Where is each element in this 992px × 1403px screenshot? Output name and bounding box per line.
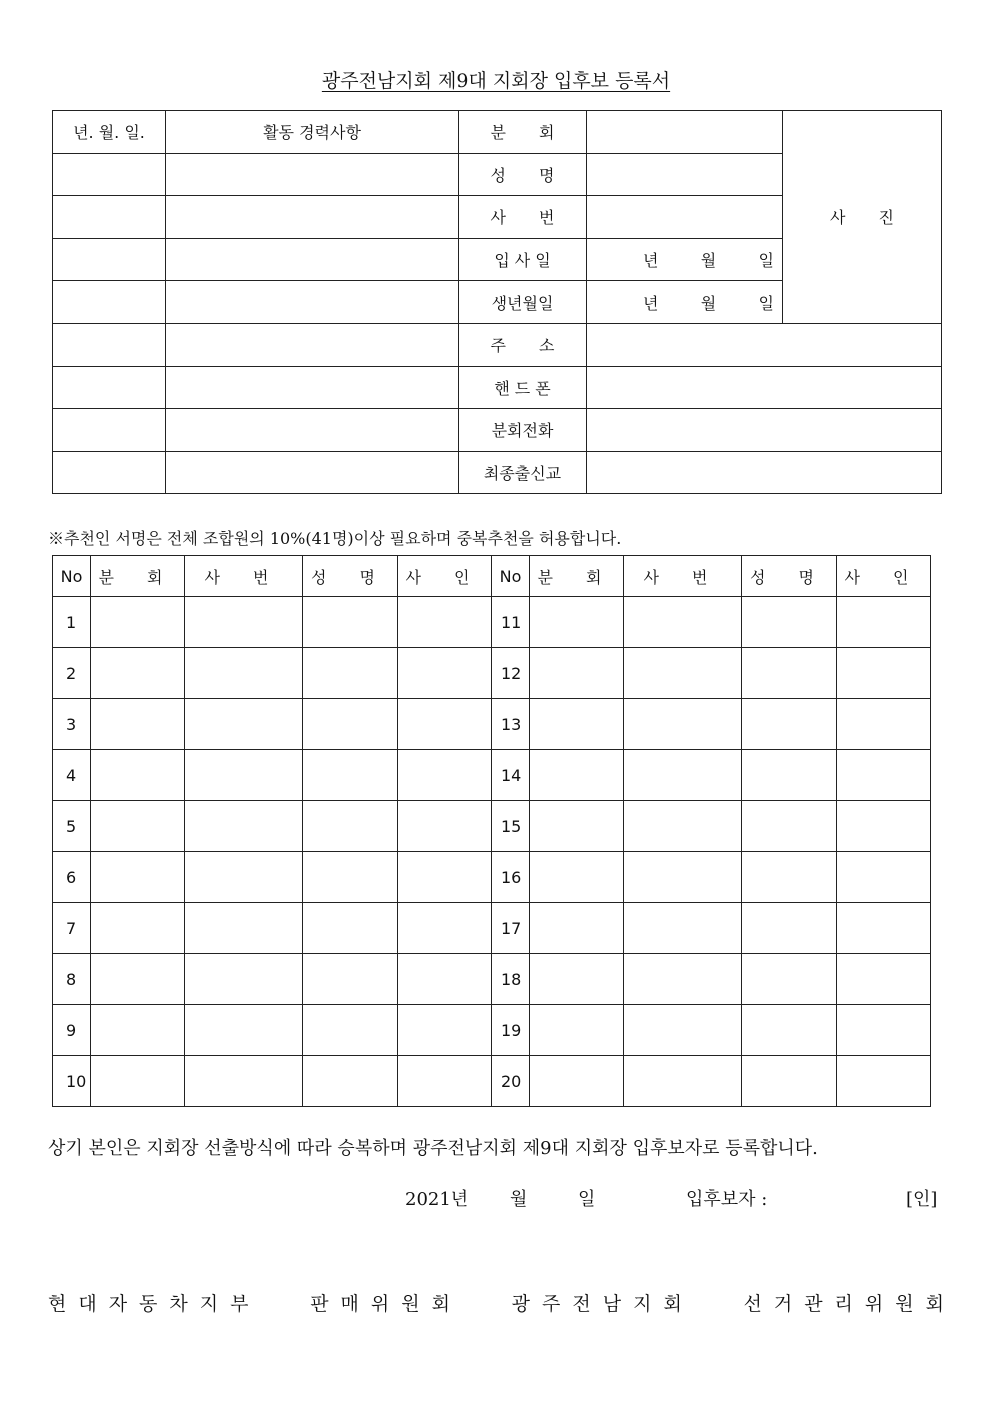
signature-cell[interactable]: [398, 1056, 492, 1107]
footer-committee: 판매위원회: [310, 1293, 462, 1315]
footer-election-committee: 선거관리위원회: [743, 1293, 956, 1315]
career-activity-cell[interactable]: [166, 238, 459, 281]
header-emp-no: 사 번: [185, 556, 303, 597]
month-label: 월: [700, 293, 717, 313]
table-row: [53, 1005, 931, 1056]
emp-no-label: 사 번: [459, 196, 587, 239]
branch-cell[interactable]: [530, 750, 624, 801]
signature-cell[interactable]: [837, 954, 931, 1005]
row-number: 2: [53, 648, 91, 699]
row-number: 17: [492, 903, 530, 954]
branch-label: 분 회: [459, 111, 587, 154]
name-cell[interactable]: [303, 699, 398, 750]
emp-no-cell[interactable]: [185, 699, 303, 750]
emp-no-cell[interactable]: [185, 852, 303, 903]
month-label: 월: [700, 251, 717, 271]
year-label: 년: [643, 251, 659, 271]
branch-cell[interactable]: [91, 954, 185, 1005]
branch-cell[interactable]: [91, 597, 185, 648]
branch-cell[interactable]: [91, 750, 185, 801]
row-number: 9: [53, 1005, 91, 1056]
table-row: [53, 903, 931, 954]
row-number: 3: [53, 699, 91, 750]
name-cell[interactable]: [742, 597, 837, 648]
footer-chapter: 광주전남지회: [511, 1293, 694, 1315]
emp-no-cell[interactable]: [185, 1056, 303, 1107]
branch-cell[interactable]: [530, 852, 624, 903]
header-emp-no: 사 번: [624, 556, 742, 597]
career-date-cell[interactable]: [53, 323, 166, 366]
emp-no-cell[interactable]: [185, 648, 303, 699]
photo-box[interactable]: 사 진: [783, 111, 942, 324]
row-number: 7: [53, 903, 91, 954]
name-cell[interactable]: [742, 1005, 837, 1056]
name-cell[interactable]: [742, 750, 837, 801]
row-number: 20: [492, 1056, 530, 1107]
emp-no-cell[interactable]: [185, 903, 303, 954]
table-row: [53, 648, 931, 699]
seal-mark[interactable]: [인]: [906, 1189, 938, 1210]
career-activity-cell[interactable]: [166, 409, 459, 452]
emp-no-cell[interactable]: [185, 801, 303, 852]
recommender-sign-table: [52, 555, 931, 1107]
date-column-header: 년. 월. 일.: [53, 111, 166, 154]
year-label: 년: [643, 293, 659, 313]
sign-month: 월: [510, 1189, 528, 1210]
name-field[interactable]: [587, 153, 783, 196]
branch-cell[interactable]: [530, 1005, 624, 1056]
signature-cell[interactable]: [398, 801, 492, 852]
header-signature: 사 인: [837, 556, 931, 597]
name-cell[interactable]: [742, 648, 837, 699]
emp-no-cell[interactable]: [185, 954, 303, 1005]
address-field[interactable]: [587, 323, 942, 366]
career-date-cell[interactable]: [53, 451, 166, 494]
row-number: 14: [492, 750, 530, 801]
branch-cell[interactable]: [91, 648, 185, 699]
emp-no-cell[interactable]: [624, 954, 742, 1005]
career-activity-cell[interactable]: [166, 366, 459, 409]
signature-cell[interactable]: [837, 648, 931, 699]
emp-no-cell[interactable]: [185, 750, 303, 801]
name-cell[interactable]: [742, 852, 837, 903]
name-cell[interactable]: [742, 954, 837, 1005]
signature-cell[interactable]: [398, 750, 492, 801]
emp-no-cell[interactable]: [624, 750, 742, 801]
birth-date-field[interactable]: [587, 281, 783, 324]
name-cell[interactable]: [303, 903, 398, 954]
name-cell[interactable]: [303, 648, 398, 699]
row-number: 18: [492, 954, 530, 1005]
candidate-label: 입후보자 :: [686, 1189, 768, 1210]
signature-cell[interactable]: [398, 903, 492, 954]
branch-cell[interactable]: [530, 1056, 624, 1107]
table-row: [53, 1056, 931, 1107]
row-number: 13: [492, 699, 530, 750]
header-no: No: [492, 556, 530, 597]
career-date-cell[interactable]: [53, 366, 166, 409]
header-branch: 분 회: [91, 556, 185, 597]
row-number: 16: [492, 852, 530, 903]
branch-cell[interactable]: [530, 648, 624, 699]
phone-label: 핸드폰: [459, 366, 587, 409]
career-date-cell[interactable]: [53, 238, 166, 281]
row-number: 15: [492, 801, 530, 852]
recommendation-note: ※추천인 서명은 전체 조합원의 10%(41명)이상 필요하며 중복추천을 허용합니다.: [48, 529, 622, 548]
table-row: [53, 954, 931, 1005]
signature-cell[interactable]: [837, 699, 931, 750]
career-activity-cell[interactable]: [166, 451, 459, 494]
career-date-cell[interactable]: [53, 196, 166, 239]
signature-cell[interactable]: [398, 852, 492, 903]
emp-no-cell[interactable]: [185, 597, 303, 648]
signature-cell[interactable]: [398, 954, 492, 1005]
branch-cell[interactable]: [91, 852, 185, 903]
header-name: 성 명: [742, 556, 837, 597]
branch-cell[interactable]: [530, 597, 624, 648]
career-activity-cell[interactable]: [166, 323, 459, 366]
emp-no-cell[interactable]: [624, 801, 742, 852]
signature-cell[interactable]: [837, 852, 931, 903]
row-number: 10: [53, 1056, 91, 1107]
career-date-cell[interactable]: [53, 153, 166, 196]
row-number: 11: [492, 597, 530, 648]
row-number: 6: [53, 852, 91, 903]
day-label: 일: [758, 251, 774, 271]
table-row: [53, 750, 931, 801]
branch-cell[interactable]: [530, 801, 624, 852]
row-number: 1: [53, 597, 91, 648]
emp-no-cell[interactable]: [624, 852, 742, 903]
sign-year: 2021년: [405, 1189, 469, 1210]
row-number: 19: [492, 1005, 530, 1056]
footer-union: 현대자동차지부: [48, 1293, 261, 1315]
name-cell[interactable]: [303, 954, 398, 1005]
table-row: [53, 801, 931, 852]
emp-no-cell[interactable]: [624, 597, 742, 648]
name-label: 성 명: [459, 153, 587, 196]
table-row: [53, 597, 931, 648]
name-cell[interactable]: [303, 852, 398, 903]
name-cell[interactable]: [742, 903, 837, 954]
name-cell[interactable]: [303, 750, 398, 801]
name-cell[interactable]: [303, 801, 398, 852]
emp-no-cell[interactable]: [624, 903, 742, 954]
name-cell[interactable]: [303, 597, 398, 648]
branch-cell[interactable]: [530, 903, 624, 954]
signature-cell[interactable]: [837, 750, 931, 801]
branch-phone-field[interactable]: [587, 409, 942, 452]
branch-cell[interactable]: [91, 1056, 185, 1107]
career-date-cell[interactable]: [53, 409, 166, 452]
career-activity-cell[interactable]: [166, 281, 459, 324]
emp-no-cell[interactable]: [624, 1056, 742, 1107]
table-row: [53, 699, 931, 750]
name-cell[interactable]: [742, 801, 837, 852]
branch-cell[interactable]: [91, 903, 185, 954]
table-row: [53, 852, 931, 903]
branch-phone-label: 분회전화: [459, 409, 587, 452]
candidate-info-table: [52, 110, 942, 494]
emp-no-cell[interactable]: [185, 1005, 303, 1056]
activity-column-header: 활동 경력사항: [166, 111, 459, 154]
phone-field[interactable]: [587, 366, 942, 409]
sign-day: 일: [578, 1189, 596, 1210]
emp-no-cell[interactable]: [624, 648, 742, 699]
row-number: 8: [53, 954, 91, 1005]
career-activity-cell[interactable]: [166, 196, 459, 239]
signature-cell[interactable]: [398, 597, 492, 648]
pledge-statement: 상기 본인은 지회장 선출방식에 따라 승복하며 광주전남지회 제9대 지회장 입후보자로 등록합니다.: [48, 1138, 818, 1159]
emp-no-cell[interactable]: [624, 1005, 742, 1056]
birth-date-label: 생년월일: [459, 281, 587, 324]
header-branch: 분 회: [530, 556, 624, 597]
emp-no-field[interactable]: [587, 196, 783, 239]
signature-cell[interactable]: [398, 699, 492, 750]
row-number: 5: [53, 801, 91, 852]
header-name: 성 명: [303, 556, 398, 597]
branch-cell[interactable]: [91, 1005, 185, 1056]
signature-cell[interactable]: [837, 801, 931, 852]
row-number: 4: [53, 750, 91, 801]
signature-cell[interactable]: [837, 903, 931, 954]
name-cell[interactable]: [742, 699, 837, 750]
footer-organization: [48, 1289, 956, 1316]
row-number: 12: [492, 648, 530, 699]
branch-cell[interactable]: [91, 699, 185, 750]
name-cell[interactable]: [303, 1005, 398, 1056]
day-label: 일: [758, 293, 774, 313]
emp-no-cell[interactable]: [624, 699, 742, 750]
branch-cell[interactable]: [91, 801, 185, 852]
last-office-label: 최종출신교: [459, 451, 587, 494]
header-no: No: [53, 556, 91, 597]
branch-cell[interactable]: [530, 954, 624, 1005]
career-date-cell[interactable]: [53, 281, 166, 324]
header-signature: 사 인: [398, 556, 492, 597]
signature-cell[interactable]: [837, 1005, 931, 1056]
page-title: 광주전남지회 제9대 지회장 입후보 등록서: [321, 70, 671, 92]
branch-field[interactable]: [587, 111, 783, 154]
signature-cell[interactable]: [398, 1005, 492, 1056]
address-label: 주 소: [459, 323, 587, 366]
name-cell[interactable]: [742, 1056, 837, 1107]
branch-cell[interactable]: [530, 699, 624, 750]
signature-cell[interactable]: [837, 597, 931, 648]
hire-date-label: 입사일: [459, 238, 587, 281]
last-office-field[interactable]: [587, 451, 942, 494]
name-cell[interactable]: [303, 1056, 398, 1107]
signature-cell[interactable]: [837, 1056, 931, 1107]
career-activity-cell[interactable]: [166, 153, 459, 196]
hire-date-field[interactable]: [587, 238, 783, 281]
signature-cell[interactable]: [398, 648, 492, 699]
